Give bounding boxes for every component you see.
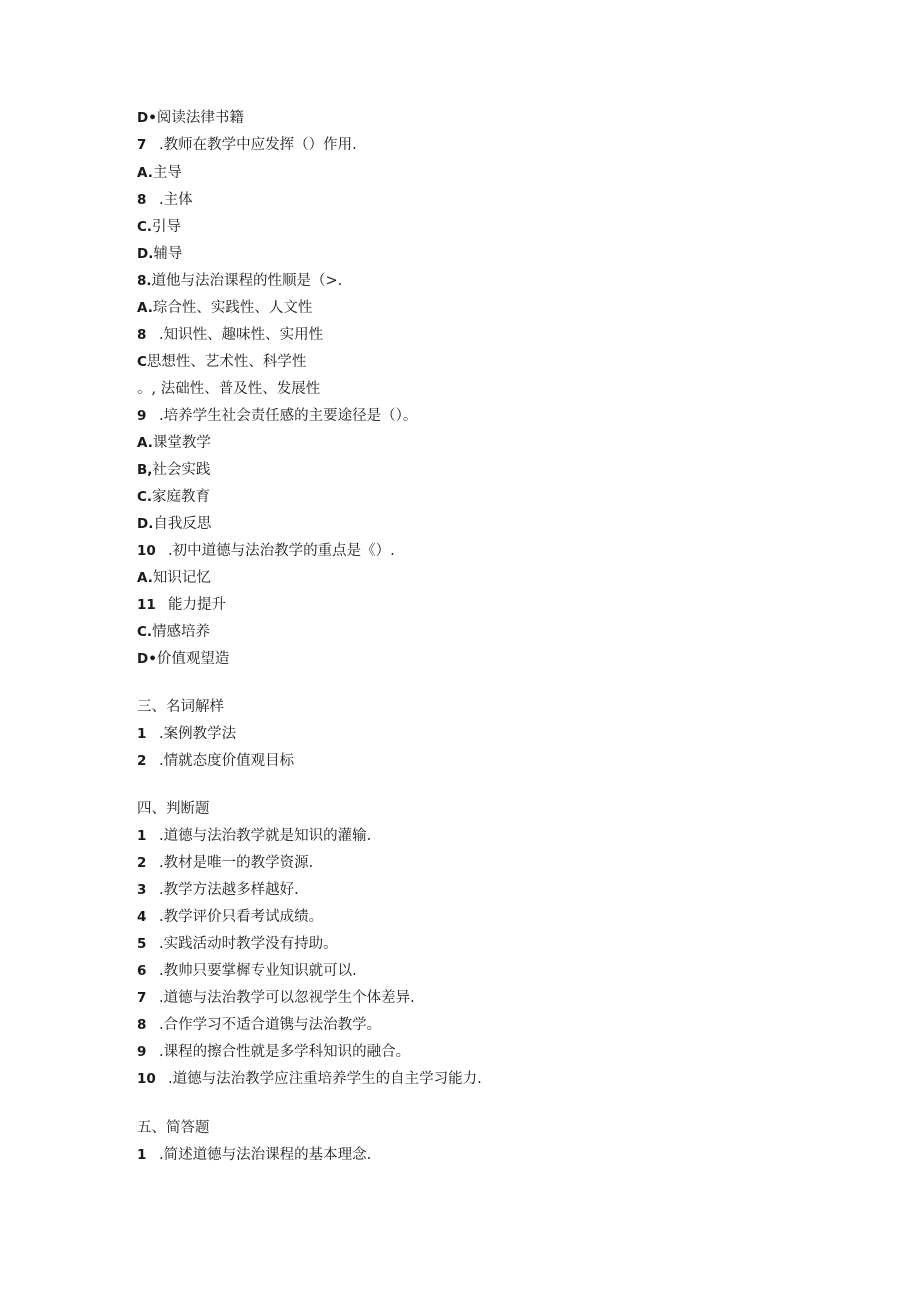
option-line [137,593,226,617]
section-title: 五、简答题 [137,1120,210,1136]
option-text: 能力提升 [168,597,226,613]
option-letter: D• [137,651,157,667]
question-line [137,404,417,428]
option-text: 课堂教学 [152,435,211,451]
option-line [137,485,210,509]
option-line [137,323,323,347]
option-letter: A. [137,300,153,316]
option-line [137,296,312,320]
option-text: 主导 [152,165,182,181]
option-text: 价值观望造 [156,651,230,667]
question-number: 1 [137,1147,147,1163]
question-text: .简述道德与法治课程的基本理念. [159,1147,372,1163]
option-letter: A. [137,435,153,451]
option-letter: 8 [137,327,147,343]
question-line [137,986,415,1010]
option-letter: D. [137,246,154,262]
option-letter: 11 [137,597,156,613]
option-letter: C. [137,624,153,640]
question-text: .合作学习不适合道镌与法治教学。 [159,1017,382,1033]
option-text: 自我反思 [153,516,212,532]
option-text: 社会实践 [152,462,211,478]
question-line [137,905,323,929]
question-text: 道他与法治课程的性顺是（>. [151,273,343,289]
option-letter: C [137,354,147,370]
question-text: .案例教学法 [159,726,237,742]
option-line [137,350,306,374]
option-letter: 8 [137,192,147,208]
option-line [137,647,229,671]
question-text: .教学评价只看考试成绩。 [159,909,324,925]
option-text: 引导 [152,219,182,235]
question-text: .初中道德与法治教学的重点是《）. [168,543,395,559]
question-line [137,1040,410,1064]
question-number: 7 [137,137,147,153]
question-text: .情就态度价值观目标 [159,753,295,769]
section-title: 三、名词解样 [137,699,224,715]
option-text: 知识记忆 [152,570,211,586]
option-text: 思想性、艺术性、科学性 [146,354,307,370]
question-number: 2 [137,855,147,871]
option-line [137,188,193,212]
question-number: 1 [137,828,147,844]
question-text: .教师在教学中应发挥（）作用. [159,137,357,153]
question-text: .培养学生社会责任感的主要途径是（）。 [159,408,418,424]
option-text: 情感培养 [152,624,211,640]
question-number: 1 [137,726,147,742]
option-text: 家庭教育 [152,489,211,505]
question-text: .道德与法治教学可以忽视学生个体差异. [159,990,415,1006]
question-line [137,851,313,875]
question-number: 10 [137,543,156,559]
section-heading-short-answer [137,1116,210,1140]
question-text: .教材是唯一的教学资源. [159,855,314,871]
question-line [137,959,357,983]
question-text: .教帅只要掌樨专业知识就可以. [159,963,357,979]
question-number: 7 [137,990,147,1006]
option-line [137,458,210,482]
option-text: .主体 [159,192,193,208]
question-number: 6 [137,963,147,979]
question-line [137,824,371,848]
option-text: 琮合性、实践性、人文性 [152,300,313,316]
question-line [137,1067,482,1091]
question-line [137,1143,371,1167]
question-line [137,749,294,773]
question-line [137,269,342,293]
question-line [137,539,395,563]
question-number: 2 [137,753,147,769]
question-number: 4 [137,909,147,925]
option-letter: C. [137,219,153,235]
section-heading-terms [137,695,224,719]
question-number: 9 [137,408,147,424]
question-text: .教学方法越多样越好. [159,882,299,898]
option-line [137,566,211,590]
question-text: .实践活动时教学没有持助。 [159,936,338,952]
section-title: 四、判断题 [137,801,210,817]
option-letter: D. [137,516,154,532]
section-heading-true-false [137,797,210,821]
option-line [137,431,211,455]
question-number: 8. [137,273,152,289]
option-line [137,512,211,536]
question-number: 3 [137,882,147,898]
question-line [137,878,299,902]
option-text: .知识性、趣味性、实用性 [159,327,324,343]
question-line [137,722,236,746]
option-letter: B, [137,462,153,478]
option-line [137,620,210,644]
option-text: 。, 法础性、普及性、发展性 [137,381,321,397]
option-line [137,161,182,185]
option-letter: D• [137,110,157,126]
option-text: 阅读法律书籍 [156,110,244,126]
option-line [137,377,320,401]
option-text: 辅导 [153,246,183,262]
option-letter: C. [137,489,153,505]
question-line [137,133,357,157]
question-text: .道德与法治教学就是知识的灌输. [159,828,372,844]
question-number: 10 [137,1071,156,1087]
option-line [137,106,244,130]
question-text: .课程的擦合性就是多学科知识的融合。 [159,1044,411,1060]
question-line [137,932,338,956]
question-number: 8 [137,1017,147,1033]
option-letter: A. [137,165,153,181]
option-letter: A. [137,570,153,586]
option-line [137,215,181,239]
option-line [137,242,182,266]
question-number: 5 [137,936,147,952]
question-text: .道德与法治教学应注重培养学生的自主学习能力. [168,1071,482,1087]
question-number: 9 [137,1044,147,1060]
question-line [137,1013,381,1037]
